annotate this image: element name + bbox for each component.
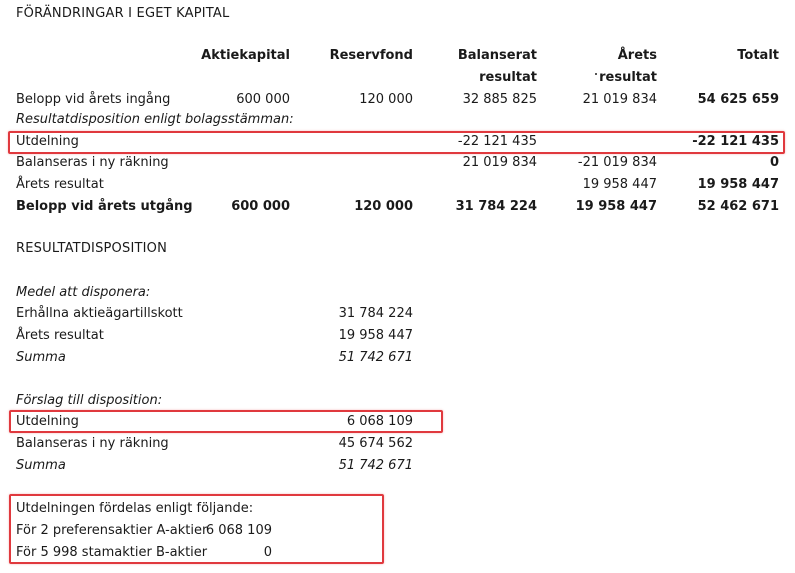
disposition-row-value: 31 784 224 <box>338 306 413 321</box>
equity-row-label: Belopp vid årets ingång <box>16 92 171 107</box>
proposal-heading: Förslag till disposition: <box>16 393 163 408</box>
proposal-row-value: 45 674 562 <box>338 436 413 451</box>
col-header-reservfond: Reservfond <box>329 48 413 63</box>
col-header-balanserat-line2: resultat <box>479 70 537 85</box>
equity-cell-total: 52 462 671 <box>697 199 779 214</box>
equity-cell: 600 000 <box>231 199 290 214</box>
equity-cell-total: 0 <box>769 155 779 170</box>
proposal-row-label: Balanseras i ny räkning <box>16 436 169 451</box>
col-header-balanserat: Balanserat <box>457 48 537 63</box>
distribution-heading: Utdelningen fördelas enligt följande: <box>16 501 254 516</box>
proposal-sum-label: Summa <box>16 458 66 473</box>
disposition-row-value: 19 958 447 <box>338 328 413 343</box>
distribution-row-value: 0 <box>263 545 272 560</box>
disposition-sum-label: Summa <box>16 350 66 365</box>
equity-cell-total: -22 121 435 <box>692 134 779 149</box>
equity-cell: 600 000 <box>236 92 290 107</box>
equity-cell: 31 784 224 <box>455 199 537 214</box>
equity-row-label: Årets resultat <box>16 177 104 192</box>
equity-cell-total: 54 625 659 <box>697 92 779 107</box>
equity-cell: -21 019 834 <box>577 155 657 170</box>
distribution-row-label: För 5 998 stamaktier B-aktier <box>16 545 208 560</box>
proposal-row-label: Utdelning <box>16 414 79 429</box>
equity-cell: 19 958 447 <box>582 177 657 192</box>
equity-cell: -22 121 435 <box>457 134 537 149</box>
col-header-arets-line2: resultat <box>599 70 657 85</box>
disposition-section-title: RESULTATDISPOSITION <box>16 241 168 256</box>
proposal-sum-value: 51 742 671 <box>338 458 413 473</box>
equity-row-label: Balanseras i ny räkning <box>16 155 169 170</box>
col-header-arets: Årets <box>617 48 657 63</box>
equity-cell: 21 019 834 <box>462 155 537 170</box>
equity-section-title: FÖRÄNDRINGAR I EGET KAPITAL <box>16 6 230 21</box>
equity-cell: 32 885 825 <box>462 92 537 107</box>
equity-row-label: Belopp vid årets utgång <box>16 199 193 214</box>
equity-row-label: Utdelning <box>16 134 79 149</box>
disposition-row-label: Erhållna aktieägartillskott <box>16 306 183 321</box>
distribution-row-label: För 2 preferensaktier A-aktier <box>16 523 208 538</box>
equity-cell: 120 000 <box>354 199 413 214</box>
proposal-row-value: 6 068 109 <box>346 414 413 429</box>
equity-cell-total: 19 958 447 <box>697 177 779 192</box>
equity-cell: 19 958 447 <box>575 199 657 214</box>
distribution-row-value: 6 068 109 <box>205 523 272 538</box>
equity-cell: 21 019 834 <box>582 92 657 107</box>
col-header-aktiekapital: Aktiekapital <box>201 48 290 63</box>
disposition-row-label: Årets resultat <box>16 328 104 343</box>
stray-mark <box>595 73 597 75</box>
equity-cell: 120 000 <box>359 92 413 107</box>
available-heading: Medel att disponera: <box>16 285 151 300</box>
col-header-totalt: Totalt <box>737 48 779 63</box>
disposition-sum-value: 51 742 671 <box>338 350 413 365</box>
equity-row-label: Resultatdisposition enligt bolagsstämman: <box>16 112 294 127</box>
